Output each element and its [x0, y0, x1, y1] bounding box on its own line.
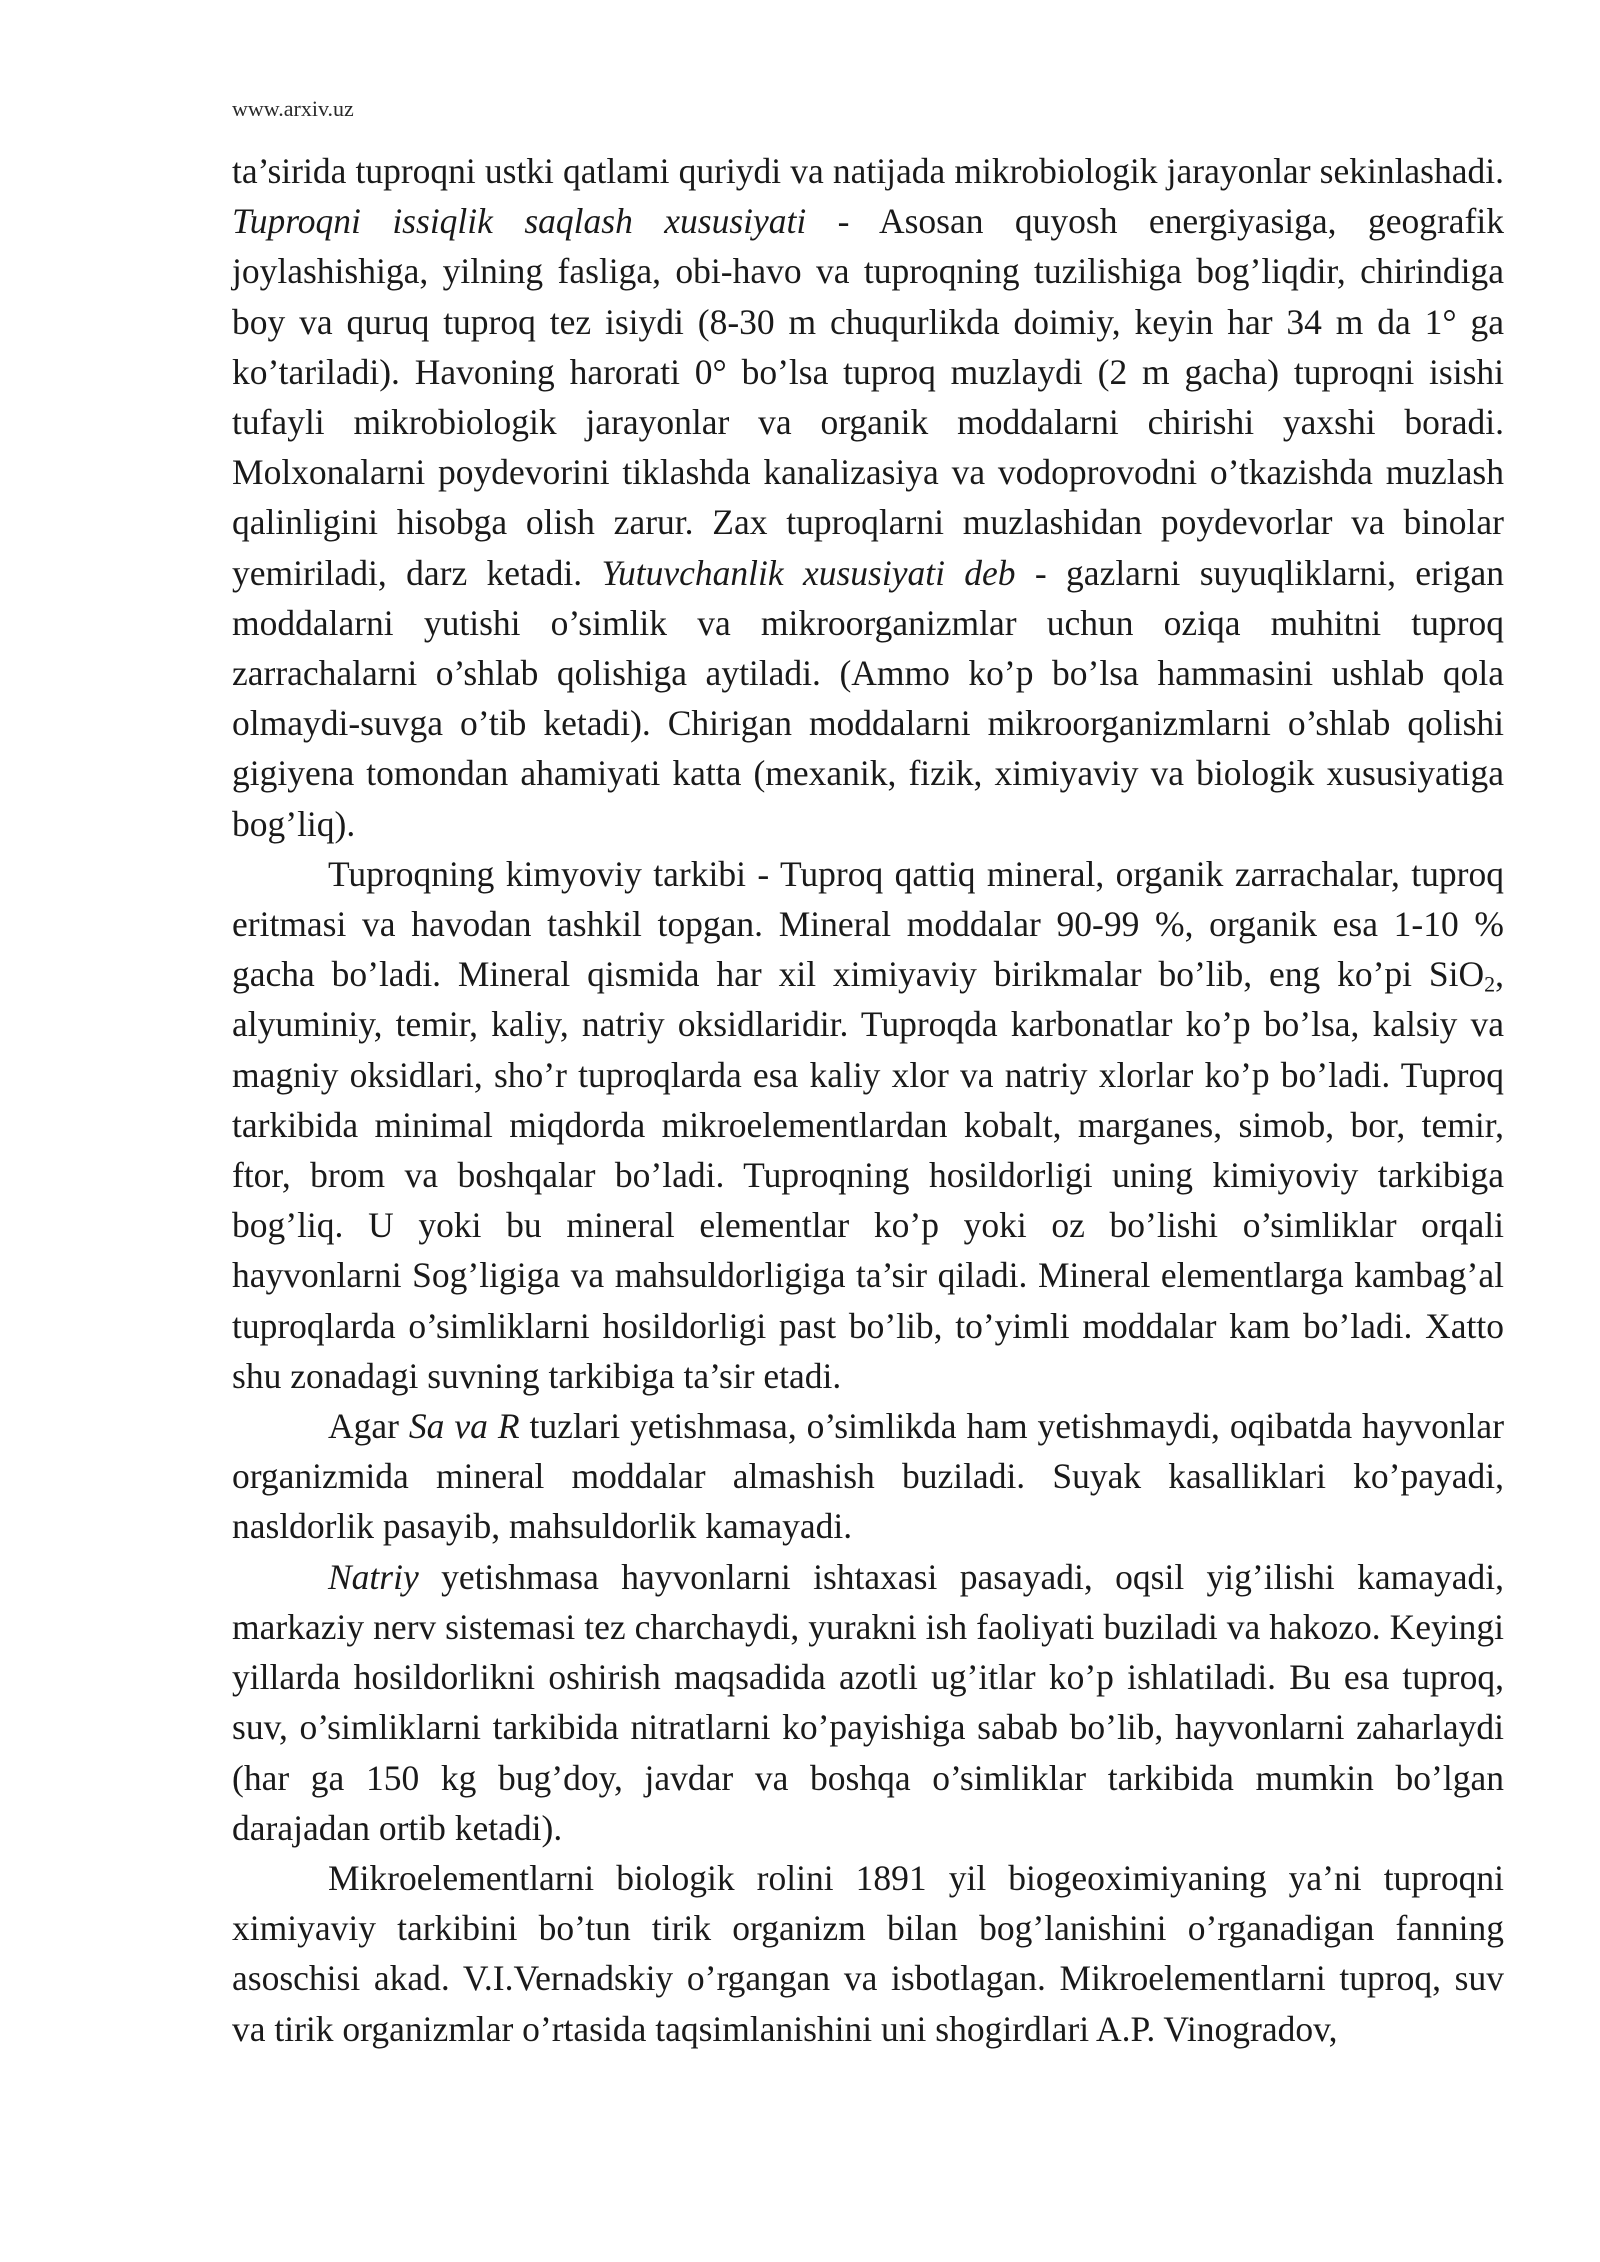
text-run: tuzlari yetishmasa, o’simlikda ham yetishmaydi, oqibatda hayvonlar organizmida mineral moddalar almashish buziladi. Suyak kasalliklari ko’payadi, nasldorlik pasayib, mahsuldorlik kamayadi.	[232, 1406, 1505, 1547]
italic-term-sodium: Natriy	[328, 1556, 419, 1597]
italic-term-absorption: Yutuvchanlik xususiyati deb	[601, 552, 1016, 593]
text-run: , alyuminiy, temir, kaliy, natriy oksidlaridir. Tuproqda karbonatlar ko’p bo’lsa, kalsiy va magniy oksidlari, sho’r tuproqlarda esa kaliy xlor va natriy xlorlar ko’p bo’ladi. Tuproq tarkibida minimal miqdorda mikroelementlardan kobalt, marganes, simob, bor, temir, ftor, brom va boshqalar bo’ladi. Tuproqning hosildorligi uning kimiyoviy tarkibiga bog’liq. U yoki bu mineral elementlar ko’p yoki oz bo’lishi o’simliklar orqali hayvonlarni Sog’ligiga va mahsuldorligiga ta’sir qiladi. Mineral elementlarga kambag’al tuproqlarda o’simliklarni hosildorligi past bo’lib, to’yimli moddalar kam bo’ladi. Xatto shu zonadagi suvning tarkibiga ta’sir etadi.	[232, 954, 1504, 1396]
text-run: Mikroelementlarni biologik rolini 1891 yil biogeoximiyaning ya’ni tuproqni ximiyaviy tarkibini bo’tun tirik organizm bilan bog’lanishini o’rganadigan fanning asoschisi akad. V.I.Vernadskiy o’rgangan va isbotlagan. Mikroelementlarni tuproq, suv va tirik organizmlar o’rtasida taqsimlanishini uni shogirdlari A.P. Vinogradov,	[232, 1857, 1504, 2049]
text-run: ta’sirida tuproqni ustki qatlami quriydi va natijada mikrobiologik jarayonlar sekinlashadi.	[232, 151, 1504, 191]
paragraph-ca-p-salts	[232, 1401, 1504, 1552]
italic-term-heat-retention: Tuproqni issiqlik saqlash xususiyati	[232, 201, 807, 242]
text-run: Agar	[328, 1406, 409, 1447]
subscript-2: 2	[1484, 971, 1496, 997]
paragraph-microelements	[232, 1853, 1504, 2054]
paragraph-soil-properties	[232, 146, 1504, 849]
text-run: yetishmasa hayvonlarni ishtaxasi pasayadi, oqsil yig’ilishi kamayadi, markaziy nerv sistemasi tez charchaydi, yurakni ish faoliyati buziladi va hakozo. Keyingi yillarda hosildorlikni oshirish maqsadida azotli ug’itlar ko’p ishlatiladi. Bu esa tuproq, suv, o’simliklarni tarkibida nitratlarni ko’payishiga sabab bo’lib, hayvonlarni zaharlaydi (har ga 150 kg bug’doy, javdar va boshqa o’simliklar tarkibida mumkin bo’lgan darajadan ortib ketadi).	[232, 1556, 1504, 1848]
paragraph-chemical-composition	[232, 849, 1504, 1401]
paragraph-sodium	[232, 1552, 1504, 1853]
text-run: Tuproqning kimyoviy tarkibi - Tuproq qattiq mineral, organik zarrachalar, tuproq eritmasi va havodan tashkil topgan. Mineral moddalar 90-99 %, organik esa 1-10 % gacha bo’ladi. Mineral qismida har xil ximiyaviy birikmalar bo’lib, eng ko’pi SiO	[232, 853, 1504, 995]
page-header-url: www.arxiv.uz	[232, 96, 354, 121]
italic-term-salts: Sa va R	[408, 1406, 520, 1447]
text-run: - gazlarni suyuqliklarni, erigan moddalarni yutishi o’simlik va mikroorganizmlar uchun oziqa muhitni tuproq zarrachalarni o’shlab qolishiga aytiladi. (Ammo ko’p bo’lsa hammasini ushlab qola olmaydi-suvga o’tib ketadi). Chirigan moddalarni mikroorganizmlarni o’shlab qolishi gigiyena tomondan ahamiyati katta (mexanik, fizik, ximiyaviy va biologik xususiyatiga bog’liq).	[232, 552, 1504, 844]
document-body	[232, 146, 1504, 2054]
text-run: - Asosan quyosh energiyasiga, geografik joylashishiga, yilning fasliga, obi-havo va tuproqning tuzilishiga bog’liqdir, chirindiga boy va quruq tuproq tez isiydi (8-30 m chuqurlikda doimiy, keyin har 34 m da 1° ga ko’tariladi). Havoning harorati 0° bo’lsa tuproq muzlaydi (2 m gacha) tuproqni isishi tufayli mikrobiologik jarayonlar va organik moddalarni chirishi yaxshi boradi. Molxonalarni poydevorini tiklashda kanalizasiya va vodoprovodni o’tkazishda muzlash qalinligini hisobga olish zarur. Zax tuproqlarni muzlashidan poydevorlar va binolar yemiriladi, darz ketadi.	[232, 201, 1504, 593]
